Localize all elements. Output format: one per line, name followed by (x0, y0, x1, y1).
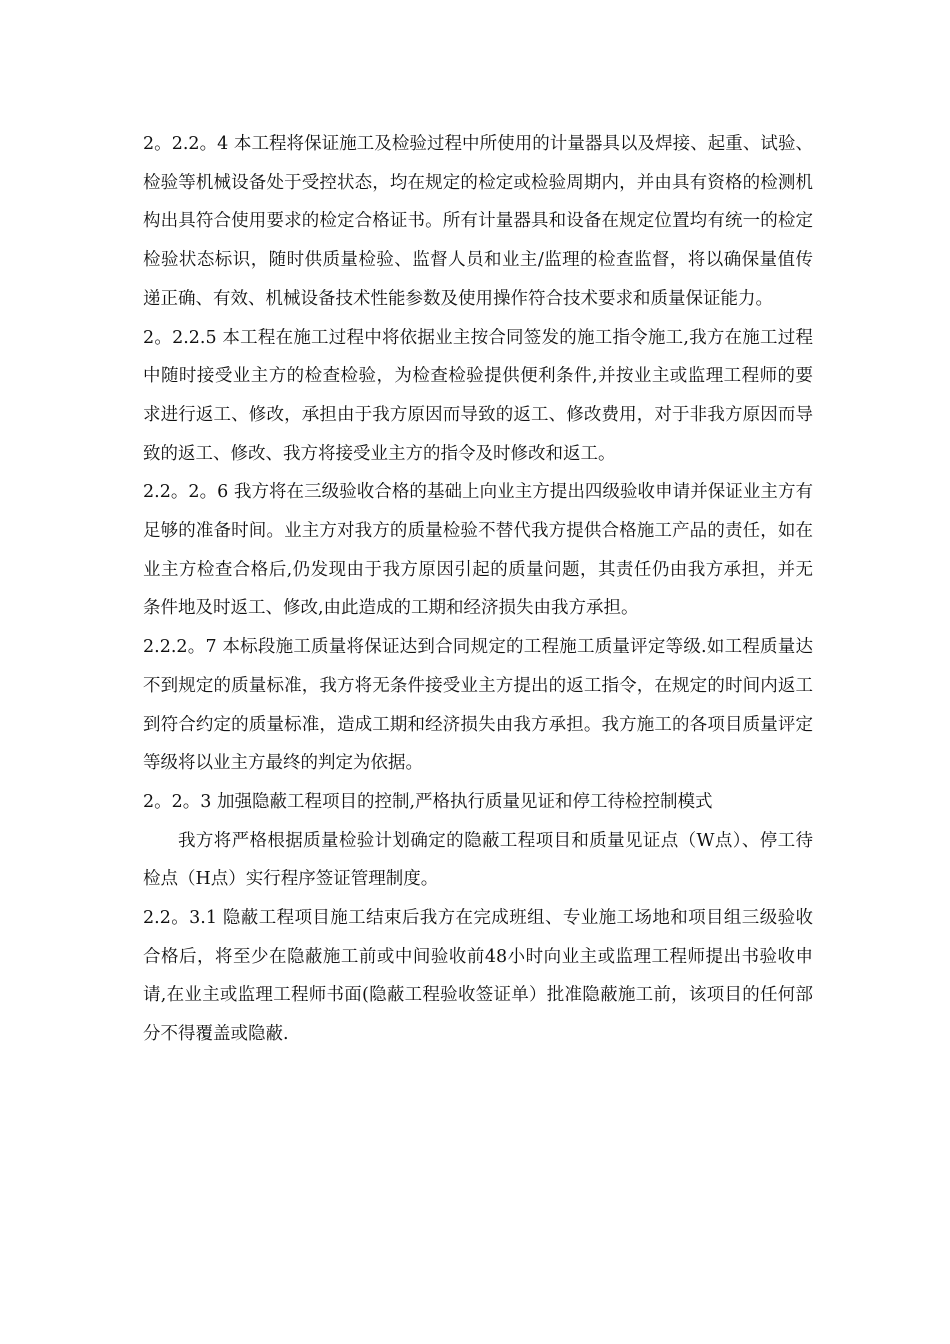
paragraph-2-2-2-5: 2。2.2.5 本工程在施工过程中将依据业主按合同签发的施工指令施工,我方在施工过程中随时接受业主方的检查检验，为检查检验提供便利条件,并按业主或监理工程师的要求进行返工、修改，承担由于我方原因而导致的返工、修改费用，对于非我方原因而导致的返工、修改、我方将接受业主方的指令及时修改和返工。 (143, 327, 813, 464)
paragraph-2-2-2-7: 2.2.2。7 本标段施工质量将保证达到合同规定的工程施工质量评定等级.如工程质量达不到规定的质量标准，我方将无条件接受业主方提出的返工指令，在规定的时间内返工到符合约定的质量标准，造成工期和经济损失由我方承担。我方施工的各项目质量评定等级将以业主方最终的判定为依据。 (143, 637, 813, 774)
paragraph-2-2-2-4: 2。2.2。4 本工程将保证施工及检验过程中所使用的计量器具以及焊接、起重、试验、检验等机械设备处于受控状态，均在规定的检定或检验周期内，并由具有资格的检测机构出具符合使用要求的检定合格证书。所有计量器具和设备在规定位置均有统一的检定检验状态标识，随时供质量检验、监督人员和业主/监理的检查监督，将以确保量值传递正确、有效、机械设备技术性能参数及使用操作符合技术要求和质量保证能力。 (143, 134, 813, 309)
paragraph-intro: 我方将严格根据质量检验计划确定的隐蔽工程项目和质量见证点（W点）、停工待检点（H点）实行程序签证管理制度。 (143, 830, 813, 890)
document-body (143, 125, 813, 1054)
section-heading-2-2-3: 2。2。3 加强隐蔽工程项目的控制,严格执行质量见证和停工待检控制模式 (143, 791, 713, 812)
paragraph-2-2-2-6: 2.2。2。6 我方将在三级验收合格的基础上向业主方提出四级验收申请并保证业主方有足够的准备时间。业主方对我方的质量检验不替代我方提供合格施工产品的责任，如在业主方检查合格后,仍发现由于我方原因引起的质量问题，其责任仍由我方承担，并无条件地及时返工、修改,由此造成的工期和经济损失由我方承担。 (143, 482, 813, 619)
paragraph-2-2-3-1: 2.2。3.1 隐蔽工程项目施工结束后我方在完成班组、专业施工场地和项目组三级验收合格后，将至少在隐蔽施工前或中间验收前48小时向业主或监理工程师提出书验收申请,在业主或监理工程师书面(隐蔽工程验收签证单）批准隐蔽施工前，该项目的任何部分不得覆盖或隐蔽. (143, 908, 813, 1045)
